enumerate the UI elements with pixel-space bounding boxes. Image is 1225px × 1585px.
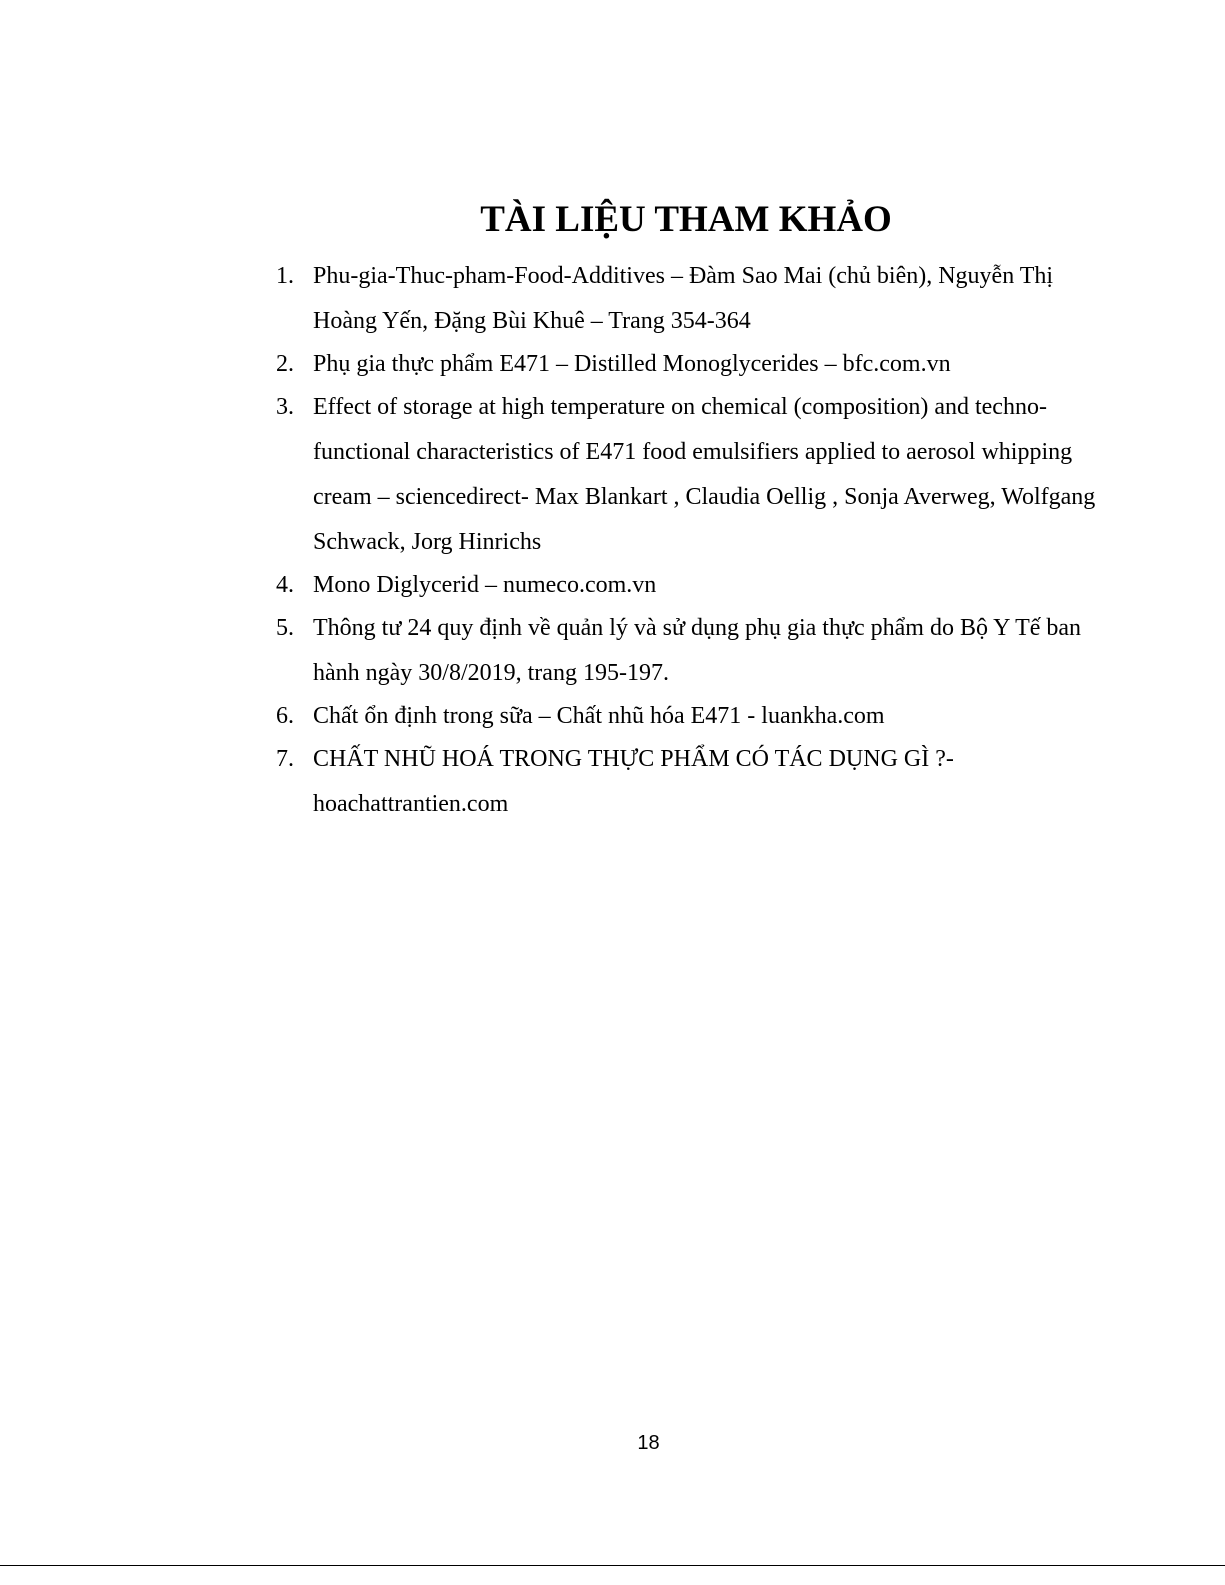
reference-item-2 — [276, 342, 1106, 387]
reference-number: 4. — [276, 572, 294, 598]
reference-list — [276, 254, 1106, 825]
reference-text: Effect of storage at high temperature on chemical (composition) and techno-functional characteristics of E471 food emulsifiers applied to aerosol whipping cream – sciencedirect- Max Blankart , Claudia Oellig , Sonja Averweg, Wolfgang Schwack, Jorg Hinrichs — [313, 394, 1096, 555]
reference-number: 3. — [276, 394, 294, 420]
page-number: 18 — [637, 1432, 660, 1454]
reference-text: Chất ổn định trong sữa – Chất nhũ hóa E471 - luankha.com — [313, 703, 885, 729]
bottom-divider — [0, 1565, 1225, 1566]
reference-number: 6. — [276, 703, 294, 729]
page-title: TÀI LIỆU THAM KHẢO — [480, 199, 892, 240]
reference-text: Phụ gia thực phẩm E471 – Distilled Monoglycerides – bfc.com.vn — [313, 351, 951, 377]
reference-text: Thông tư 24 quy định về quản lý và sử dụng phụ gia thực phẩm do Bộ Y Tế ban hành ngày 30/8/2019, trang 195-197. — [313, 615, 1082, 686]
reference-number: 1. — [276, 263, 294, 289]
reference-number: 5. — [276, 615, 294, 641]
reference-text: CHẤT NHŨ HOÁ TRONG THỰC PHẨM CÓ TÁC DỤNG GÌ ?- hoachattrantien.com — [313, 746, 954, 817]
reference-item-1 — [276, 254, 1106, 344]
reference-item-5 — [276, 606, 1106, 696]
reference-item-4 — [276, 563, 1106, 608]
reference-number: 2. — [276, 351, 294, 377]
reference-number: 7. — [276, 746, 294, 772]
reference-text: Phu-gia-Thuc-pham-Food-Additives – Đàm Sao Mai (chủ biên), Nguyễn Thị Hoàng Yến, Đặng Bùi Khuê – Trang 354-364 — [313, 263, 1054, 334]
reference-text: Mono Diglycerid – numeco.com.vn — [313, 572, 657, 598]
reference-item-7 — [276, 737, 1106, 827]
reference-item-3 — [276, 385, 1106, 565]
reference-item-6 — [276, 694, 1106, 739]
